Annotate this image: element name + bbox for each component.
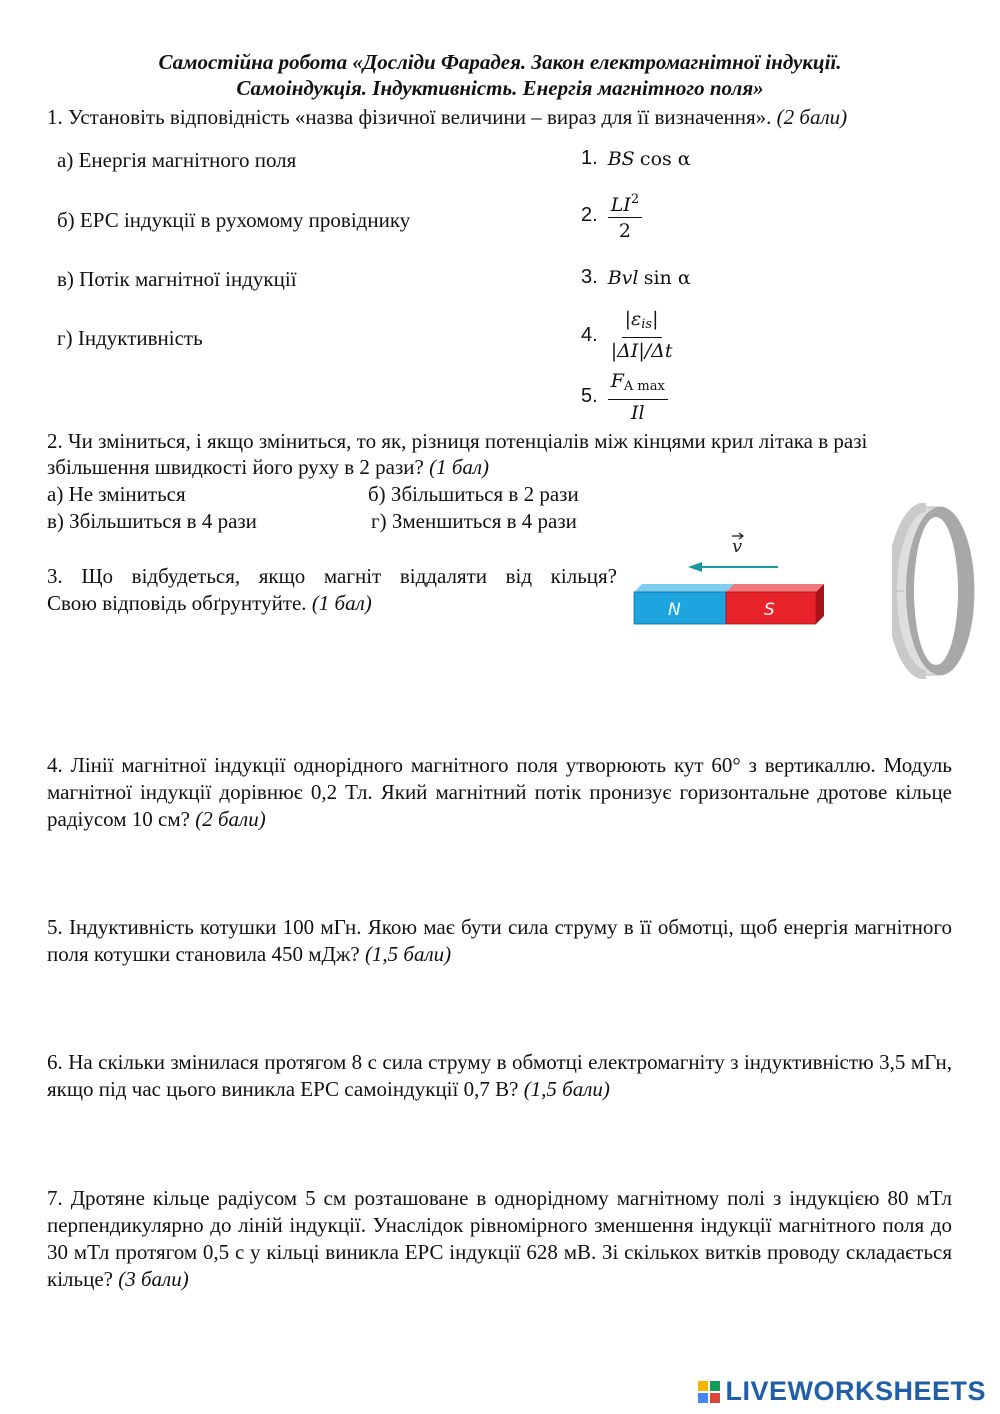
match-item-a: а) Енергія магнітного поля xyxy=(57,148,297,172)
ring-hole xyxy=(914,517,958,665)
fraction: $\frac{F_{A max}}{Il}$ xyxy=(608,369,668,424)
formula-3: 3. Bvl sin α xyxy=(581,266,691,289)
brand-text: LIVEWORKSHEETS xyxy=(725,1376,986,1406)
question-6-points: (1,5 бали) xyxy=(523,1077,610,1101)
question-7: 7. Дротяне кільце радіусом 5 см розташоване в однорідному магнітному полі з індукцією 80 мТл перпендикулярно до ліній індукції. Унаслідок рівномірного зменшення індукції магнітного поля до 30 мТл протягом 0,5 с у кільці виникла ЕРС індукції 628 мВ. Зі скількох витків проводу складається кільце? (3 бали) xyxy=(47,1186,952,1291)
liveworksheets-logo-icon xyxy=(698,1381,720,1403)
question-1-text: 1. Установіть відповідність «назва фізичної величини – вираз для її визначення». xyxy=(47,105,772,129)
question-3-line-1: 3. Що відбудеться, якщо магніт віддаляти від кільця? xyxy=(47,564,617,588)
match-item-c: в) Потік магнітної індукції xyxy=(57,267,297,291)
question-2-line-1: 2. Чи зміниться, і якщо зміниться, то як, різниця потенціалів між кінцями крил літака в разі xyxy=(47,429,868,453)
magnet-s-top xyxy=(726,584,824,592)
pole-n-label: N xyxy=(668,600,681,620)
question-1-points: (2 бали) xyxy=(776,105,848,129)
magnet-figure xyxy=(628,530,830,630)
page-title-line-2: Самоіндукція. Індуктивність. Енергія магнітного поля» xyxy=(236,76,764,100)
match-item-b: б) ЕРС індукції в рухомому провіднику xyxy=(57,208,411,232)
option-d: г) Зменшиться в 4 рази xyxy=(371,509,577,533)
page-title-line-1: Самостійна робота «Досліди Фарадея. Закон електромагнітної індукції. xyxy=(158,50,842,74)
question-2-line-2: збільшення швидкості його руху в 2 рази? (1 бал) xyxy=(47,455,490,479)
question-3-points: (1 бал) xyxy=(311,591,372,615)
formula-4: 4. $\frac{|\varepsilon_{is}|}{|\Delta I|/\Delta t}$ xyxy=(581,308,675,362)
magnet-n-top xyxy=(634,584,734,592)
option-b: б) Збільшиться в 2 рази xyxy=(368,482,579,506)
ring-figure xyxy=(892,503,984,679)
liveworksheets-logo[interactable] xyxy=(698,1376,986,1407)
question-1 xyxy=(47,104,847,130)
formula-1: 1. BS cos α xyxy=(581,147,691,170)
question-5-points: (1,5 бали) xyxy=(364,942,452,966)
question-2-points: (1 бал) xyxy=(429,455,490,479)
match-item-d: г) Індуктивність xyxy=(57,326,203,350)
question-7-points: (3 бали) xyxy=(118,1267,189,1291)
fraction: $\frac{|\varepsilon_{is}|}{|\Delta I|/\Delta t}$ xyxy=(610,308,673,362)
question-3-line-2: Свою відповідь обґрунтуйте. (1 бал) xyxy=(47,591,372,615)
velocity-label: v xyxy=(732,536,743,557)
pole-s-label: S xyxy=(764,600,775,620)
formula-2: 2. $\frac{LI^2}{2}$ xyxy=(581,189,642,242)
question-5: 5. Індуктивність котушки 100 мГн. Якою має бути сила струму в її обмотці, щоб енергія магнітного поля котушки становила 450 мДж? (1,5 бали) xyxy=(47,915,952,966)
question-4-points: (2 бали) xyxy=(195,807,266,831)
option-a: а) Не зміниться xyxy=(47,482,186,506)
question-4: 4. Лінії магнітної індукції однорідного магнітного поля утворюють кут 60° з вертикаллю. Модуль магнітної індукції дорівнює 0,2 Тл. Який магнітний потік пронизує горизонтальне дротове кільце радіусом 10 см? (2 бали) xyxy=(47,753,952,831)
fraction: $\frac{LI^2}{2}$ xyxy=(608,189,642,242)
formula-5: 5. $\frac{F_{A max}}{Il}$ xyxy=(581,369,668,424)
question-6: 6. На скільки змінилася протягом 8 с сила струму в обмотці електромагніту з індуктивністю 3,5 мГн, якщо під час цього виникла ЕРС самоіндукції 0,7 В? (1,5 бали) xyxy=(47,1050,952,1101)
option-c: в) Збільшиться в 4 рази xyxy=(47,509,257,533)
